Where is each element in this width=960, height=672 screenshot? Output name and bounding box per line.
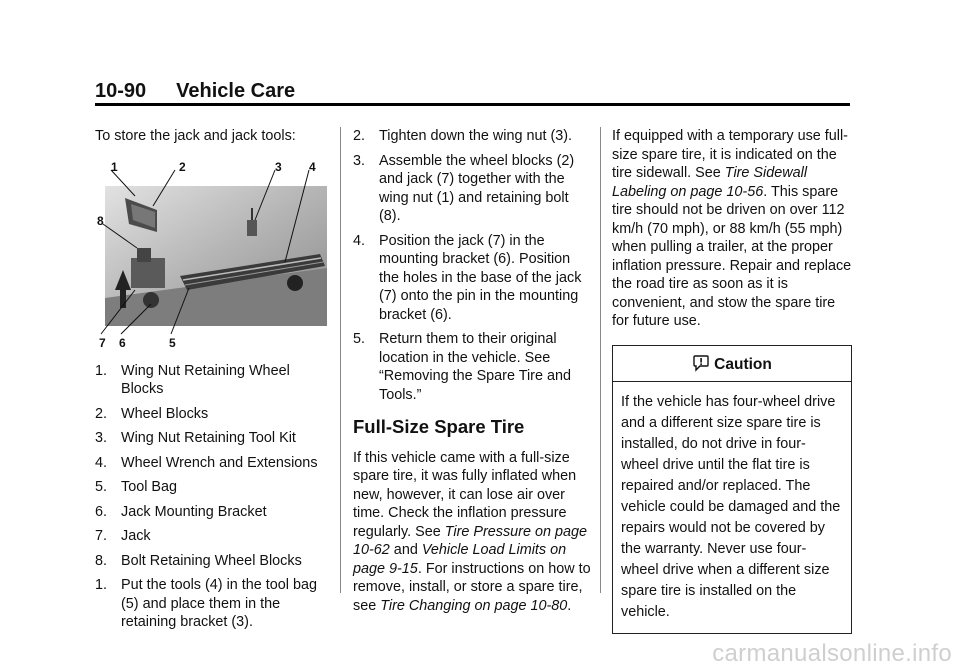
header-rule bbox=[95, 103, 850, 106]
body-paragraph: If this vehicle came with a full-size spare tire, it was fully inflated when new, however, it can lose air over time. Check the inflation pressure regularly. See Tire Pressure on page 10-62 and Vehicle Load Limits on page 9-15. For instructions on how to remove, install, or store a spare tire, see Tire Changing on page 10-80. bbox=[353, 449, 591, 614]
callout-4: 4 bbox=[309, 159, 316, 174]
cross-reference: Tire Pressure on page 10-62 bbox=[353, 523, 587, 558]
legend-item: 2. Wheel Blocks bbox=[95, 405, 209, 422]
column-3 bbox=[612, 127, 852, 634]
legend-item: 5. Tool Bag bbox=[95, 479, 178, 495]
callout-7: 7 bbox=[99, 335, 106, 350]
figure-legend bbox=[95, 362, 335, 571]
column-divider bbox=[340, 127, 341, 593]
callout-2: 2 bbox=[179, 159, 186, 174]
legend-item: 6. Jack Mounting Bracket bbox=[95, 503, 267, 520]
legend-item: 3. Wing Nut Retaining Tool Kit bbox=[95, 430, 296, 446]
cross-reference: Vehicle Load Limits on page 9-15 bbox=[353, 542, 567, 577]
jack-tools-illustration bbox=[95, 158, 327, 348]
column-1 bbox=[95, 127, 335, 638]
caution-title: Caution bbox=[714, 355, 772, 373]
caution-header bbox=[613, 346, 851, 383]
cross-reference: Tire Sidewall Labeling on page 10-56 bbox=[612, 165, 808, 200]
watermark: carmanualsonline.info bbox=[712, 640, 952, 667]
caution-box bbox=[612, 345, 852, 635]
callout-5: 5 bbox=[169, 335, 176, 350]
section-title-header: Vehicle Care bbox=[176, 80, 296, 102]
step-item: 5. Return them to their original location in the vehicle. See “Removing the Spare Tire and Tools.” bbox=[353, 331, 571, 403]
caution-icon bbox=[692, 354, 710, 372]
caution-body: If the vehicle has four-wheel drive and a different size spare tire is installed, do not drive in four-wheel drive until the flat tire is repaired and/or replaced. The vehicle could be damaged and the repairs would not be covered by the warranty. Never use four-wheel drive when a different size spare tire is installed on the vehicle. bbox=[621, 394, 841, 620]
callout-6: 6 bbox=[119, 335, 126, 350]
column-2 bbox=[353, 127, 591, 615]
step-item: 4. Position the jack (7) in the mounting bracket (6). Position the holes in the base of the jack (7) onto the pin in the mounting bracket (6). bbox=[353, 232, 582, 323]
legend-item: 4. Wheel Wrench and Extensions bbox=[95, 454, 318, 471]
callout-3: 3 bbox=[275, 159, 282, 174]
steps-list bbox=[95, 576, 335, 632]
legend-item: 7. Jack bbox=[95, 528, 151, 544]
body-paragraph: If equipped with a temporary use full-size spare tire, it is indicated on the tire sidewall. See Tire Sidewall Labeling on page 10-56. This spare tire should not be driven on over 112 km/h (70 mph), or 88 km/h (55 mph) when pulling a trailer, at the proper inflation pressure. Repair and replace the road tire as soon as it is convenient, and stow the spare tire for future use. bbox=[612, 128, 852, 329]
step-item: 1. Put the tools (4) in the tool bag (5) and place them in the retaining bracket (3). bbox=[95, 577, 317, 630]
steps-list bbox=[353, 127, 591, 404]
intro-text: To store the jack and jack tools: bbox=[95, 128, 296, 144]
callout-8: 8 bbox=[97, 213, 104, 228]
step-item: 3. Assemble the wheel blocks (2) and jack (7) together with the wing nut (1) and retaining bolt (8). bbox=[353, 152, 575, 224]
section-heading: Full-Size Spare Tire bbox=[353, 416, 525, 437]
page-number: 10-90 bbox=[95, 80, 147, 102]
jack-tools-figure bbox=[95, 158, 327, 348]
column-divider bbox=[600, 127, 601, 593]
callout-1: 1 bbox=[111, 159, 118, 174]
cross-reference: Tire Changing on page 10-80 bbox=[380, 597, 568, 614]
page-header bbox=[95, 80, 850, 103]
legend-item: 1. Wing Nut Retaining Wheel Blocks bbox=[95, 362, 290, 397]
step-item: 2. Tighten down the wing nut (3). bbox=[353, 128, 573, 144]
legend-item: 8. Bolt Retaining Wheel Blocks bbox=[95, 552, 302, 569]
